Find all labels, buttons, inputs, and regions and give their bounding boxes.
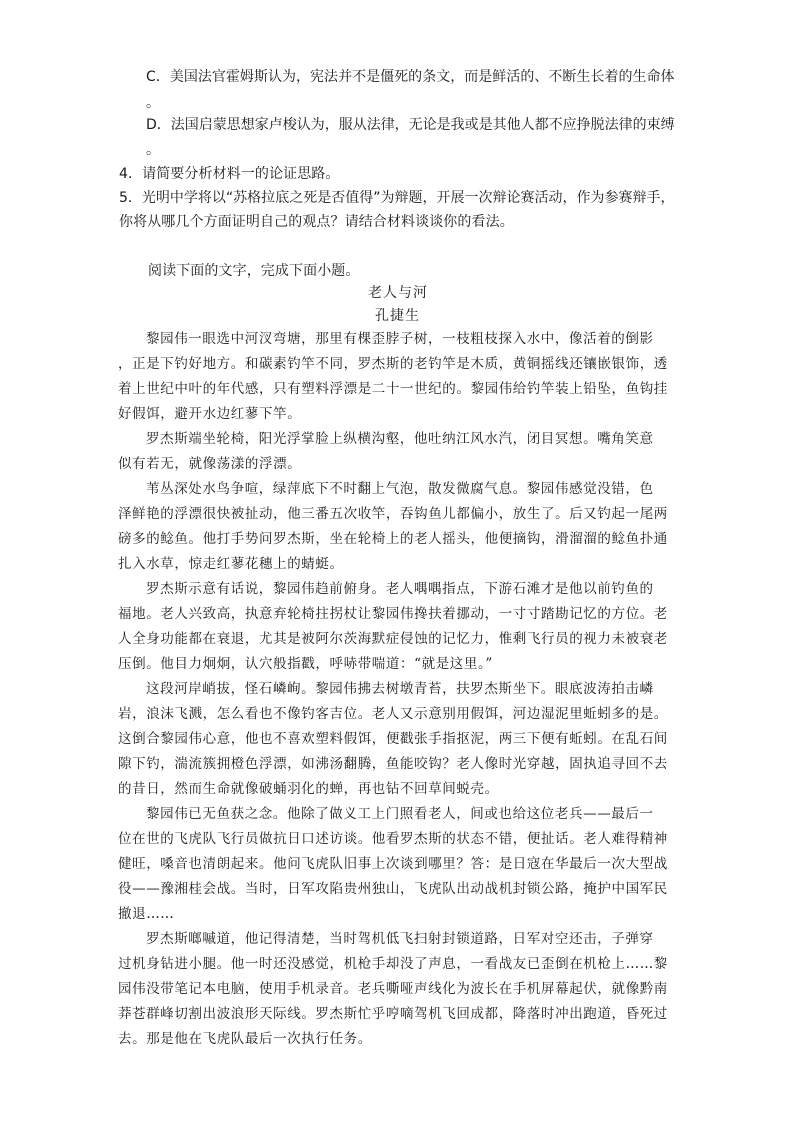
passage-line: 人全身功能都在衰退，尤其是被阿尔茨海默症侵蚀的记忆力，惟剩飞行员的视力未被衰老	[118, 631, 668, 647]
passage-line: 扎入水草，惊走红蓼花穗上的蜻蜓。	[118, 556, 344, 572]
passage-line: ，正是下钓好地方。和碳素钓竿不同，罗杰斯的老钓竿是木质，黄铜摇线还镶嵌银饰，透	[118, 356, 668, 372]
passage-line: 去。那是他在飞虎队最后一次执行任务。	[118, 1031, 372, 1047]
reading-instruction: 阅读下面的文字，完成下面小题。	[148, 263, 360, 279]
passage-line: 黎园伟一眼选中河汊弯塘，那里有棵歪脖子树，一枝粗枝探入水中，像活着的倒影	[146, 331, 654, 347]
passage-line: 压倒。他目力炯炯，认穴般指戳，呼哧带喘道：“就是这里。”	[118, 656, 493, 672]
passage-line: 福地。老人兴致高，执意弃轮椅拄拐杖让黎园伟搀扶着挪动，一寸寸踏勘记忆的方位。老	[118, 606, 668, 622]
passage-line: 泽鲜艳的浮漂很快被扯动，他三番五次收竿，吞钩鱼儿都偏小，放生了。后又钓起一尾两	[118, 506, 668, 522]
passage-line: 这倒合黎园伟心意，他也不喜欢塑料假饵，便戳张手指抠泥，两三下便有蚯蚓。在乱石间	[118, 731, 668, 747]
passage-line: 园伟没带笔记本电脑，使用手机录音。老兵嘶哑声线化为波长在手机屏幕起伏，就像黔南	[118, 981, 668, 997]
passage-line: 好假饵，避开水边红蓼下竿。	[118, 406, 302, 422]
passage-author: 孔捷生	[375, 308, 420, 324]
option-c-line2: 。	[146, 95, 161, 111]
option-d-line1: D．法国启蒙思想家卢梭认为，服从法律，无论是我或是其他人都不应挣脱法律的束缚	[146, 117, 675, 133]
passage-line: 罗杰斯端坐轮椅，阳光浮掌脸上纵横沟壑，他吐纳江风水汽，闭目冥想。嘴角笑意	[146, 431, 654, 447]
passage-line: 磅多的鲶鱼。他打手势问罗杰斯，坐在轮椅上的老人摇头，他便摘钩，滑溜溜的鲶鱼扑通	[118, 531, 668, 547]
passage-line: 这段河岸峭拔，怪石嶙峋。黎园伟拂去树墩青苔，扶罗杰斯坐下。眼底波涛拍击嶙	[146, 681, 654, 697]
question-5-line2: 你将从哪几个方面证明自己的观点？请结合材料谈谈你的看法。	[119, 214, 514, 230]
passage-title: 老人与河	[368, 285, 428, 301]
passage-line: 岩，浪沫飞溅，怎么看也不像钓客吉位。老人又示意别用假饵，河边湿泥里蚯蚓多的是。	[118, 706, 668, 722]
passage-line: 位在世的飞虎队飞行员做抗日口述访谈。他看罗杰斯的状态不错，便扯话。老人难得精神	[118, 831, 668, 847]
passage-line: 苇丛深处水鸟争喧，绿萍底下不时翻上气泡，散发微腐气息。黎园伟感觉没错，色	[146, 481, 654, 497]
passage-line: 莽苍群峰切割出波浪形天际线。罗杰斯忙乎哼嘀驾机飞回成都，降落时冲出跑道，昏死过	[118, 1006, 668, 1022]
option-c-line1: C．美国法官霍姆斯认为，宪法并不是僵死的条文，而是鲜活的、不断生长着的生命体	[146, 69, 675, 85]
question-5-line1: 5．光明中学将以“苏格拉底之死是否值得”为辩题，开展一次辩论赛活动，作为参赛辩手，	[119, 190, 675, 206]
passage-line: 罗杰斯啷嘁道，他记得清楚，当时驾机低飞扫射封锁道路，日军对空还击，子弹穿	[146, 931, 654, 947]
passage-line: 罗杰斯示意有话说，黎园伟趋前俯身。老人喁喁指点，下游石滩才是他以前钓鱼的	[146, 581, 654, 597]
passage-line: 黎园伟已无鱼获之念。他除了做义工上门照看老人，间或也给这位老兵——最后一	[146, 806, 654, 822]
passage-line: 撤退……	[118, 906, 175, 922]
passage-line: 的昔日，然而生命就像破蛹羽化的蝉，再也钻不回草间蜕壳。	[118, 781, 499, 797]
passage-line: 役——豫湘桂会战。当时，日军攻陷贵州独山，飞虎队出动战机封锁公路，掩护中国军民	[118, 881, 668, 897]
question-4: 4．请简要分析材料一的论证思路。	[119, 166, 340, 182]
passage-line: 过机身钻进小腿。他一时还没感觉，机枪手却没了声息，一看战友已歪倒在机枪上……黎	[118, 956, 668, 972]
option-d-line2: 。	[146, 142, 161, 158]
passage-line: 着上世纪中叶的年代感，只有塑料浮漂是二十一世纪的。黎园伟给钓竿装上铅坠，鱼钩挂	[118, 381, 668, 397]
passage-line: 隙下钓，湍流簇拥橙色浮漂，如沸汤翻腾，鱼能咬钩？老人像时光穿越，固执追寻回不去	[118, 756, 668, 772]
passage-line: 似有若无，就像荡漾的浮漂。	[118, 456, 302, 472]
passage-line: 健旺，嗓音也清朗起来。他问飞虎队旧事上次谈到哪里？答：是日寇在华最后一次大型战	[118, 856, 668, 872]
